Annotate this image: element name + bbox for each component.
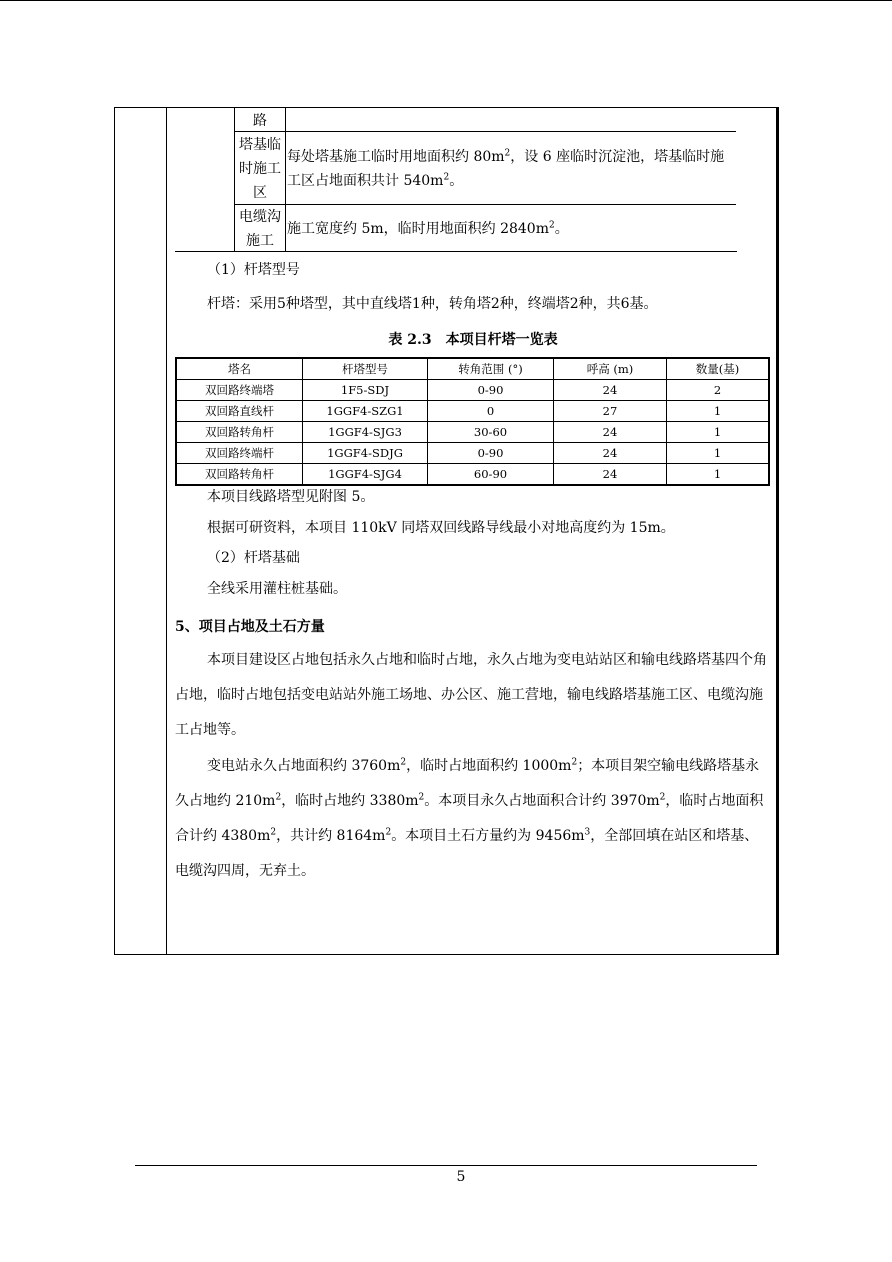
table-cell: 24 bbox=[554, 422, 667, 443]
table-cell: 24 bbox=[554, 380, 667, 401]
table-cell: 1 bbox=[667, 443, 770, 464]
land-table-column-divider bbox=[285, 107, 286, 252]
table-cell: 1GGF4-SJG3 bbox=[303, 422, 428, 443]
table-cell: 双回路终端杆 bbox=[176, 443, 303, 464]
table-cell: 0 bbox=[428, 401, 554, 422]
table-cell: 1GGF4-SJG4 bbox=[303, 464, 428, 486]
table-row bbox=[176, 464, 769, 486]
land-table-rule bbox=[234, 131, 736, 132]
body-paragraph: 本项目建设区占地包括永久占地和临时占地，永久占地为变电站站区和输电线路塔基四个角占地，临时占地包括变电站站外施工场地、办公区、施工营地，输电线路塔基施工区、电缆沟施工占地等。 bbox=[175, 652, 767, 738]
frame-right-border bbox=[776, 107, 778, 955]
table-header-cell: 杆塔型号 bbox=[303, 358, 428, 380]
table-cell: 双回路直线杆 bbox=[176, 401, 303, 422]
page-top-border bbox=[0, 0, 892, 1]
body-text: 根据可研资料，本项目 110kV 同塔双回线路导线最小对地高度约为 15m。 bbox=[207, 520, 675, 536]
land-table-content: 每处塔基施工临时用地面积约 $80m^2$，设 6 座临时沉淀池，塔基临时施工区占地面积共计 $540m^2$。 bbox=[287, 148, 725, 189]
table-cell: 60-90 bbox=[428, 464, 554, 486]
table-cell: 1GGF4-SZG1 bbox=[303, 401, 428, 422]
table-header-cell: 数量(基) bbox=[667, 358, 770, 380]
table-cell: 24 bbox=[554, 443, 667, 464]
frame-left-column-divider bbox=[166, 107, 167, 955]
footer-rule bbox=[135, 1165, 757, 1166]
body-text: 全线采用灌柱桩基础。 bbox=[207, 581, 347, 597]
table-cell: 0-90 bbox=[428, 380, 554, 401]
table-cell: 双回路终端塔 bbox=[176, 380, 303, 401]
land-table-label: 电缆沟施工 bbox=[239, 209, 281, 249]
body-text: 本项目线路塔型见附图 5。 bbox=[207, 489, 375, 505]
section-heading: （1）杆塔型号 bbox=[207, 262, 300, 278]
section-heading: 5、项目占地及土石方量 bbox=[175, 619, 325, 635]
land-table-rule bbox=[234, 204, 736, 205]
table-header-cell: 塔名 bbox=[176, 358, 303, 380]
table-cell: 双回路转角杆 bbox=[176, 464, 303, 486]
tower-table bbox=[175, 357, 770, 486]
table-cell: 24 bbox=[554, 464, 667, 486]
table-row bbox=[176, 401, 769, 422]
body-paragraph: 变电站永久占地面积约 $3760m^2$，临时占地面积约 $1000m^2$；本项目架空输电线路塔基永久占地约 $210m^2$，临时占地约 $3380m^2$。本项目永久占地面积合计约 $3970m^2$，临时占地面积合计约 $4380m^2$，共计约 $8164m^2$。本项目土石方量约为 $9456m^3$，全部回填在站区和塔基、电缆沟四周，无弃土。 bbox=[175, 757, 764, 879]
land-table-label: 路 bbox=[253, 113, 267, 129]
land-table-content: 施工宽度约 5m，临时用地面积约 $2840m^2$。 bbox=[287, 220, 569, 237]
table-header-row bbox=[176, 358, 769, 380]
table-row bbox=[176, 380, 769, 401]
table-header-cell: 转角范围 (°) bbox=[428, 358, 554, 380]
section-heading: （2）杆塔基础 bbox=[207, 550, 300, 566]
table-cell: 1 bbox=[667, 464, 770, 486]
table-row bbox=[176, 422, 769, 443]
table-cell: 30-60 bbox=[428, 422, 554, 443]
land-table-label: 塔基临时施工区 bbox=[239, 137, 281, 201]
table-cell: 0-90 bbox=[428, 443, 554, 464]
table-cell: 27 bbox=[554, 401, 667, 422]
table-cell: 1 bbox=[667, 422, 770, 443]
table-row bbox=[176, 443, 769, 464]
table-cell: 双回路转角杆 bbox=[176, 422, 303, 443]
table-cell: 1F5-SDJ bbox=[303, 380, 428, 401]
table-header-cell: 呼高 (m) bbox=[554, 358, 667, 380]
page-number: 5 bbox=[456, 1169, 466, 1185]
table-caption: 表 2.3 本项目杆塔一览表 bbox=[388, 332, 558, 348]
table-cell: 1 bbox=[667, 401, 770, 422]
body-text: 杆塔：采用5种塔型，其中直线塔1种，转角塔2种，终端塔2种，共6基。 bbox=[207, 296, 658, 312]
table-cell: 1GGF4-SDJG bbox=[303, 443, 428, 464]
table-cell: 2 bbox=[667, 380, 770, 401]
